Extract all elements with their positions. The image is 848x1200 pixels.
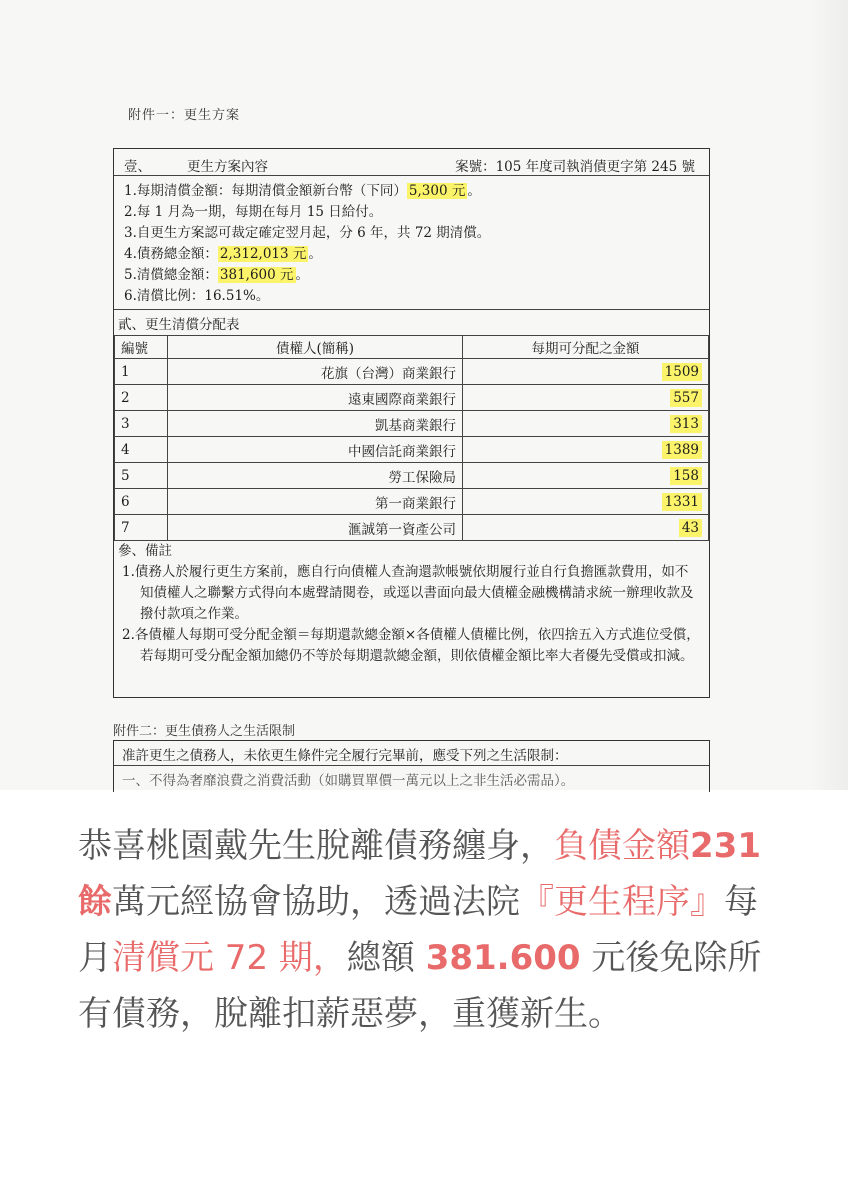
living-restrictions-box [113, 740, 710, 792]
distribution-table [114, 335, 709, 541]
note-item-2: 2.各債權人每期可受分配金額＝每期還款總金額×各債權人債權比例，依四捨五入方式進位受償，若每期可受分配金額加總仍不等於每期還款總金額，則依債權金額比率大者優先受償或扣減。 [122, 627, 700, 664]
section3-title: 參、備註 [118, 543, 172, 559]
section1-label: 壹、 [124, 159, 151, 175]
table-row: 7 滙誠第一資產公司 43 [115, 515, 709, 541]
plan-item-4: 4.債務總金額： 2,312,013 元 。 [124, 246, 322, 262]
table-row: 5 勞工保險局 158 [115, 463, 709, 489]
plan-item-6: 6.清償比例：16.51%。 [124, 288, 270, 304]
note-item-1: 1.債務人於履行更生方案前，應自行向債權人查詢還款帳號依期履行並自行負擔匯款費用，如不知債權人之聯繫方式得向本處聲請閱卷，或逕以書面向最大債權金融機構請求統一辦理收款及撥付款項之作業。 [122, 564, 694, 622]
table-row: 4 中國信託商業銀行 1389 [115, 437, 709, 463]
case-number: 案號：105 年度司執消債更字第 245 號 [455, 159, 695, 175]
section1-header [124, 155, 304, 175]
scan-edge-shadow [808, 0, 848, 790]
restriction-item-1: 一、不得為奢靡浪費之消費活動（如購買單價一萬元以上之非生活必需品）。 [122, 773, 575, 789]
plan-item-3: 3.自更生方案認可裁定確定翌月起，分 6 年，共 72 期清償。 [124, 225, 491, 241]
table-row: 2 遠東國際商業銀行 557 [115, 385, 709, 411]
table-row: 1 花旗（台灣）商業銀行 1509 [115, 359, 709, 385]
plan-item-1: 1.每期清償金額：每期清償金額新台幣（下同） 5,300 元 。 [124, 183, 481, 199]
header-num: 編號 [115, 336, 168, 359]
divider [114, 175, 709, 176]
header-creditor: 債權人(簡稱) [168, 336, 463, 359]
attachment1-title: 附件一：更生方案 [128, 108, 241, 123]
notes-section [118, 541, 701, 667]
section2-title: 貳、更生清償分配表 [118, 317, 240, 333]
table-row: 3 凱基商業銀行 313 [115, 411, 709, 437]
plan-item-5: 5.清償總金額： 381,600 元 。 [124, 267, 310, 283]
congratulation-caption: 恭喜桃園戴先生脫離債務纏身，負債金額231 餘萬元經協會協助，透過法院『更生程序』每月清償元 72 期，總額 381.600 元後免除所有債務，脫離扣薪惡夢，重獲新生。 [78, 826, 762, 1034]
restriction-intro: 准許更生之債務人，未依更生條件完全履行完畢前，應受下列之生活限制： [122, 748, 568, 764]
header-amount: 每期可分配之金額 [463, 336, 709, 359]
divider [114, 309, 709, 310]
plan-item-2: 2.每 1 月為一期，每期在每月 15 日給付。 [124, 204, 383, 220]
table-row: 6 第一商業銀行 1331 [115, 489, 709, 515]
section1-title: 更生方案內容 [187, 159, 268, 175]
divider [114, 765, 709, 766]
attachment2-title: 附件二：更生債務人之生活限制 [113, 724, 296, 739]
table-header-row [115, 336, 709, 359]
rehabilitation-plan-form [113, 148, 710, 698]
